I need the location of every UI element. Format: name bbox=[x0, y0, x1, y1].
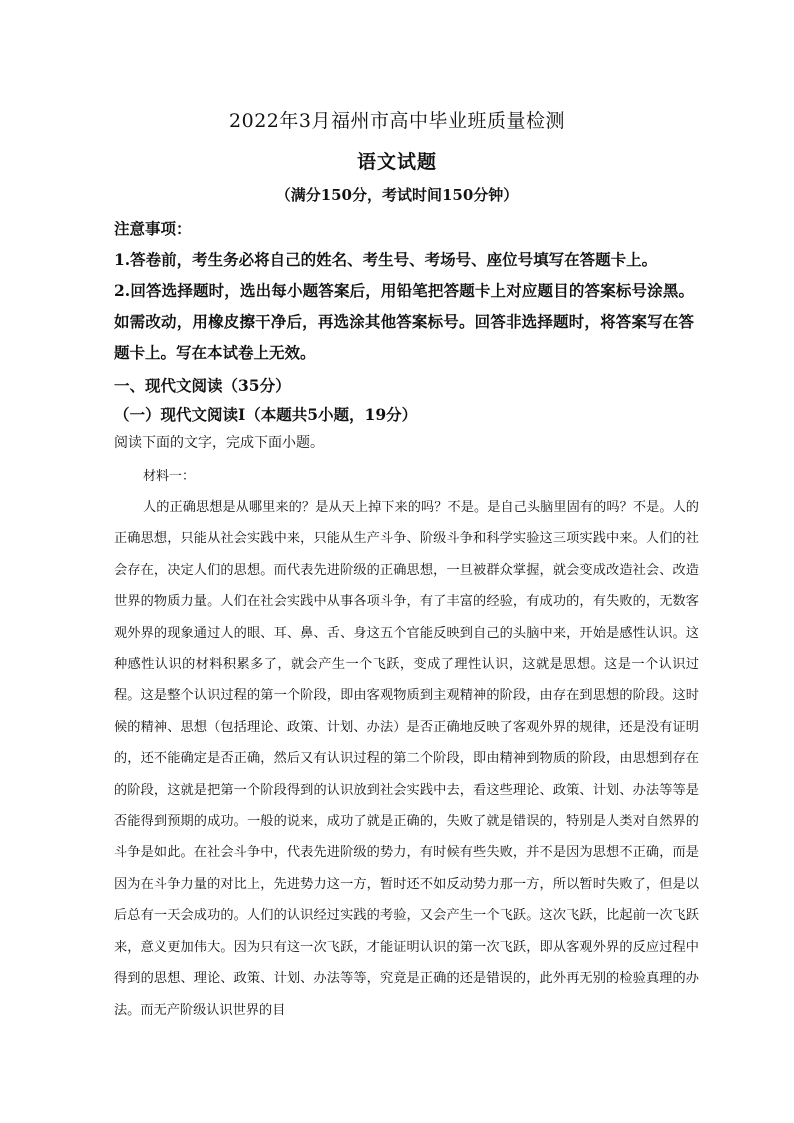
subpart-title: （一）现代文阅读Ⅰ（本题共5小题，19分） bbox=[114, 405, 418, 424]
reading-instruction: 阅读下面的文字，完成下面小题。 bbox=[114, 435, 324, 451]
part-title: 一、现代文阅读（35分） bbox=[114, 376, 291, 395]
material-passage: 人的正确思想是从哪里来的？是从天上掉下来的吗？不是。是自己头脑里固有的吗？不是。人的正确思想，只能从社会实践中来，只能从生产斗争、阶级斗争和科学实验这三项实践中来。人们的社会存在，决定人们的思想。而代表先进阶级的正确思想，一旦被群众掌握，就会变成改造社会、改造世界的物质力量。人们在社会实践中从事各项斗争，有了丰富的经验，有成功的，有失败的，无数客观外界的现象通过人的眼、耳、鼻、舌、身这五个官能反映到自己的头脑中来，开始是感性认识。这种感性认识的材料积累多了，就会产生一个飞跃，变成了理性认识，这就是思想。这是一个认识过程。这是整个认识过程的第一个阶段，即由客观物质到主观精神的阶段，由存在到思想的阶段。这时候的精神、思想（包括理论、政策、计划、办法）是否正确地反映了客观外界的规律，还是没有证明的，还不能确定是否正确，然后又有认识过程的第二个阶段，即由精神到物质的阶段，由思想到存在的阶段，这就是把第一个阶段得到的认识放到社会实践中去，看这些理论、政策、计划、办法等等是否能得到预期的成功。一般的说来，成功了就是正确的，失败了就是错误的，特别是人类对自然界的斗争是如此。在社会斗争中，代表先进阶级的势力，有时候有些失败，并不是因为思想不正确，而是因为在斗争力量的对比上，先进势力这一方，暂时还不如反动势力那一方，所以暂时失败了，但是以后总有一天会成功的。人们的认识经过实践的考验，又会产生一个飞跃。这次飞跃，比起前一次飞跃来，意义更加伟大。因为只有这一次飞跃，才能证明认识的第一次飞跃，即从客观外界的反应过程中得到的思想、理论、政策、计划、办法等等，究竟是正确的还是错误的，此外再无别的检验真理的办法。而无产阶级认识世界的目 bbox=[114, 500, 699, 1018]
note-item-1: 1.答卷前，考生务必将自己的姓名、考生号、考场号、座位号填写在答题卡上。 bbox=[114, 250, 658, 269]
material-label: 材料一： bbox=[143, 469, 196, 484]
notes-heading: 注意事项： bbox=[114, 219, 192, 238]
note-item-2: 2.回答选择题时，选出每小题答案后，用铅笔把答题卡上对应题目的答案标号涂黑。如需改动，用橡皮擦干净后，再选涂其他答案标号。回答非选择题时，将答案写在答题卡上。写在本试卷上无效。 bbox=[114, 281, 694, 362]
exam-subject: 语文试题 bbox=[356, 151, 437, 173]
exam-title: 2022年3月福州市高中毕业班质量检测 bbox=[229, 110, 565, 132]
score-time-info: （满分150分，考试时间150分钟） bbox=[275, 186, 519, 204]
exam-notes bbox=[114, 213, 694, 368]
